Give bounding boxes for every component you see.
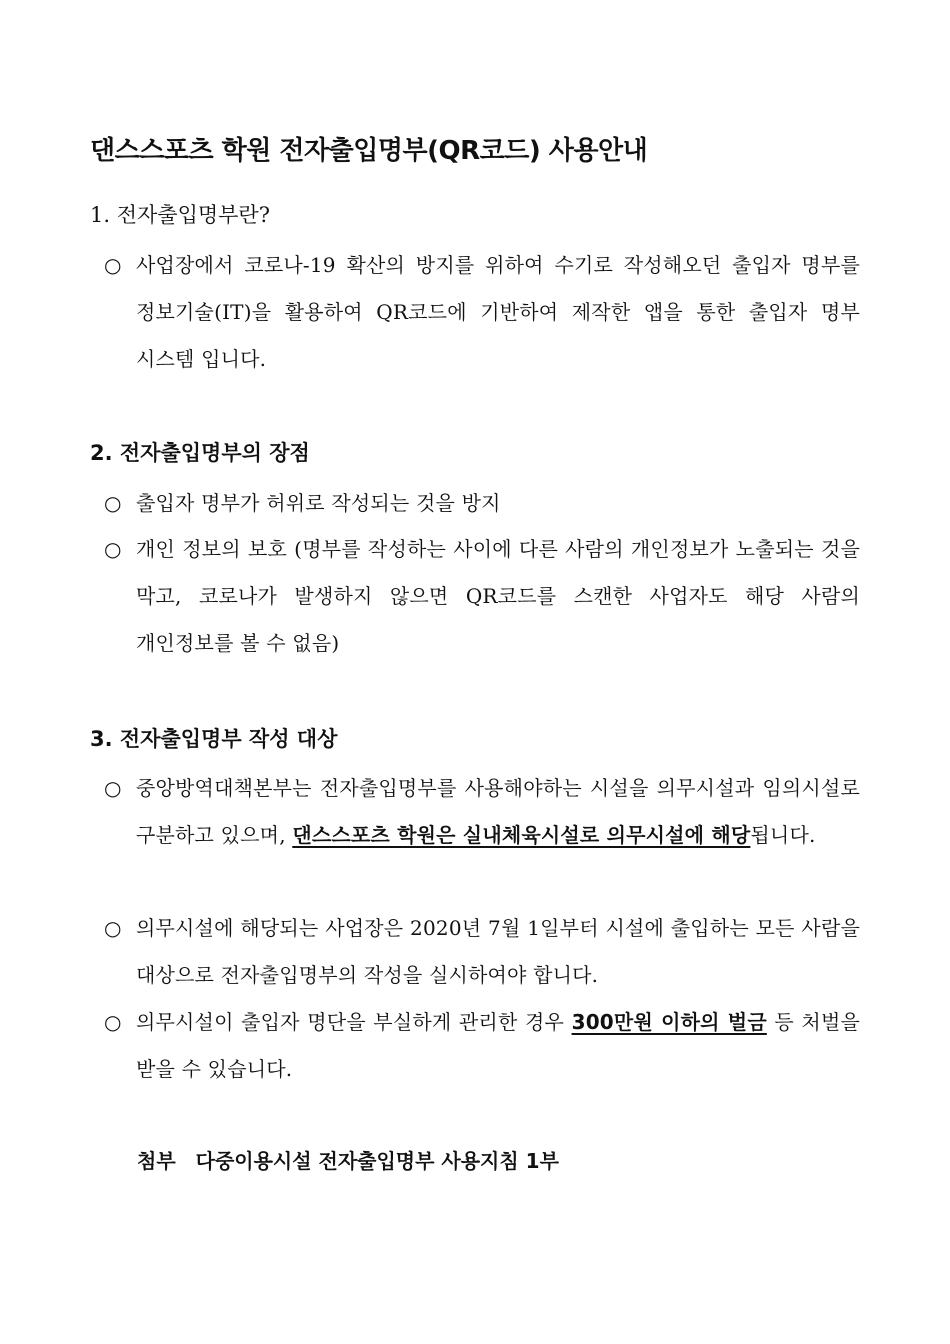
item-text: 출입자 명부가 허위로 작성되는 것을 방지 (136, 491, 501, 515)
item-text-end: 등 처벌을 받을 수 있습니다. (136, 1010, 860, 1081)
bullet-icon: ○ (104, 776, 122, 800)
section-3-item-3 (104, 999, 860, 1093)
item-text-start: 중앙방역대책본부는 전자출입명부를 사용해야하는 시설을 의무시설과 임의시설로 구분하고 있으며, (136, 776, 860, 847)
section-3-item-2 (104, 905, 860, 999)
bullet-icon: ○ (104, 916, 122, 940)
section-1-item-1 (104, 242, 860, 383)
underlined-emphasis: 댄스스포츠 학원은 실내체육시설로 의무시설에 해당 (292, 823, 751, 847)
item-text-end: 됩니다. (750, 823, 816, 847)
section-2-heading: 2. 전자출입명부의 장점 (90, 441, 310, 465)
item-text (136, 765, 860, 859)
section-1-heading: 1. 전자출입명부란? (90, 203, 270, 227)
item-text: 사업장에서 코로나-19 확산의 방지를 위하여 수기로 작성해오던 출입자 명부를 정보기술(IT)을 활용하여 QR코드에 기반하여 제작한 앱을 통한 출입자 명부 시스템 입니다. (136, 253, 860, 371)
item-text: 의무시설에 해당되는 사업장은 2020년 7월 1일부터 시설에 출입하는 모든 사람을 대상으로 전자출입명부의 작성을 실시하여야 합니다. (136, 916, 860, 987)
bullet-icon: ○ (104, 491, 122, 515)
bullet-icon: ○ (104, 253, 122, 277)
section-2-item-2 (104, 526, 860, 667)
section-3-item-1 (104, 765, 860, 859)
document-title: 댄스스포츠 학원 전자출입명부(QR코드) 사용안내 (90, 136, 648, 166)
attachment-label: 첨부 (137, 1149, 176, 1173)
item-text: 개인 정보의 보호 (명부를 작성하는 사이에 다른 사람의 개인정보가 노출되는 것을 막고, 코로나가 발생하지 않으면 QR코드를 스캔한 사업자도 해당 사람의 개인정보를 볼 수 없음) (136, 537, 860, 655)
item-text (136, 999, 860, 1093)
attachment-text: 다중이용시설 전자출입명부 사용지침 1부 (195, 1149, 559, 1173)
section-2-item-1 (104, 480, 860, 527)
bullet-icon: ○ (104, 537, 122, 561)
section-3-heading: 3. 전자출입명부 작성 대상 (90, 727, 338, 751)
bullet-icon: ○ (104, 1010, 122, 1034)
underlined-emphasis: 300만원 이하의 벌금 (571, 1010, 767, 1034)
item-text-start: 의무시설이 출입자 명단을 부실하게 관리한 경우 (136, 1010, 572, 1034)
attachment-line (137, 1146, 559, 1176)
